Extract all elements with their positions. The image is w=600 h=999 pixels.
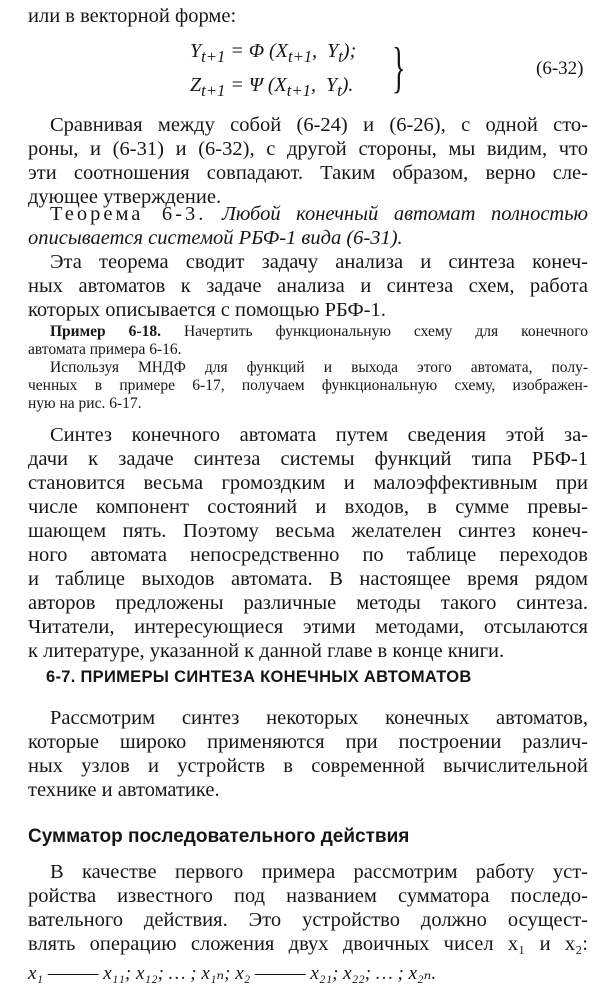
para2-line: которых описывается с помощью РБФ-1. [28,299,386,321]
para1-line: роны, и (6-31) и (6-32), с другой стороны, мы видим, что [28,138,588,160]
theorem-label: Теорема 6-3. [50,203,207,225]
equation-y: $Y_{t+1} = \Phi$ ($X_{t+1}$, $Y_t$); [190,40,357,66]
para1-line: эти соотношения совпадают. Таким образом, верно сле- [28,162,588,184]
para2-line: ных автоматов к задаче анализа и синтеза схем, работа [28,275,588,297]
para3-line: ного автомата непосредственно по таблице переходов [28,544,588,566]
para3-line: числе компонент состояний и входов, в сумме превы- [28,496,588,518]
para1-line: Сравнивая между собой (6-24) и (6-26), с одной сто- [50,114,588,136]
para3-line: дачи к задаче синтеза системы функций типа РБФ-1 [28,448,588,470]
example-text: Начертить функциональную схему для конечного [183,323,589,340]
example-line [50,322,588,341]
section-heading: 6-7. ПРИМЕРЫ СИНТЕЗА КОНЕЧНЫХ АВТОМАТОВ [46,668,472,686]
para5-line: В качестве первого примера рассмотрим работу уст- [50,861,588,883]
para4-line: Рассмотрим синтез некоторых конечных автоматов, [50,707,588,729]
example-line: ную на рис. 6-17. [28,395,142,412]
equation-number: (6-32) [536,58,584,79]
theorem-line-2: описывается системой РБФ-1 вида (6-31). [28,227,403,249]
para3-line: к литературе, указанной к данной главе в конце книги. [28,640,505,662]
para5-line: ройства известного под названием сумматора последо- [28,885,588,907]
para1-line: дующее утверждение. [28,186,222,208]
para3-line: становится весьма громоздким и малоэффективным при [28,472,588,494]
para2-line: Эта теорема сводит задачу анализа и синтеза конеч- [50,251,588,273]
equation-brace: } [392,37,406,99]
para5-line: вательного действия. Это устройство должно осущест- [28,909,588,931]
para5-line: влять операцию сложения двух двоичных чисел x₁ и x₂: [28,933,588,955]
para3-line: и таблице выходов автомата. В настоящее время рядом [28,568,588,590]
intro-line: или в векторной форме: [28,5,237,27]
para3-line: Синтез конечного автомата путем сведения этой за- [50,424,588,446]
theorem-text: Любой конечный автомат полностью [221,203,589,225]
para4-line: технике и автоматике. [28,779,220,801]
para3-line: авторов предложены различные методы такого синтеза. [28,592,588,614]
para3-line: Читатели, интересующиеся этими методами, отсылаются [28,616,588,638]
example-line: Используя МНДФ для функций и выхода этого автомата, полу- [50,359,588,376]
equation-z: $Z_{t+1} = \Psi$ ($X_{t+1}$, $Y_t$). [190,74,354,100]
para3-line: шающем пять. Поэтому весьма желателен синтез конеч- [28,520,588,542]
para4-line: которые широко применяются при построении различ- [28,731,588,753]
example-label: Пример 6-18. [50,323,161,340]
para4-line: ных узлов и устройств в современной вычислительной [28,755,588,777]
theorem-line [50,202,588,226]
example-line: автомата примера 6-16. [28,341,182,358]
number-sequence: x₁ ——— x₁₁; x₁₂; … ; x₁ₙ; x₂ ——— x₂₁; x₂₂; … ; x₂ₙ. [28,963,437,984]
example-line: ченных в примере 6-17, получаем функциональную схему, изображен- [28,377,588,394]
subsection-heading: Сумматор последовательного действия [28,826,410,847]
